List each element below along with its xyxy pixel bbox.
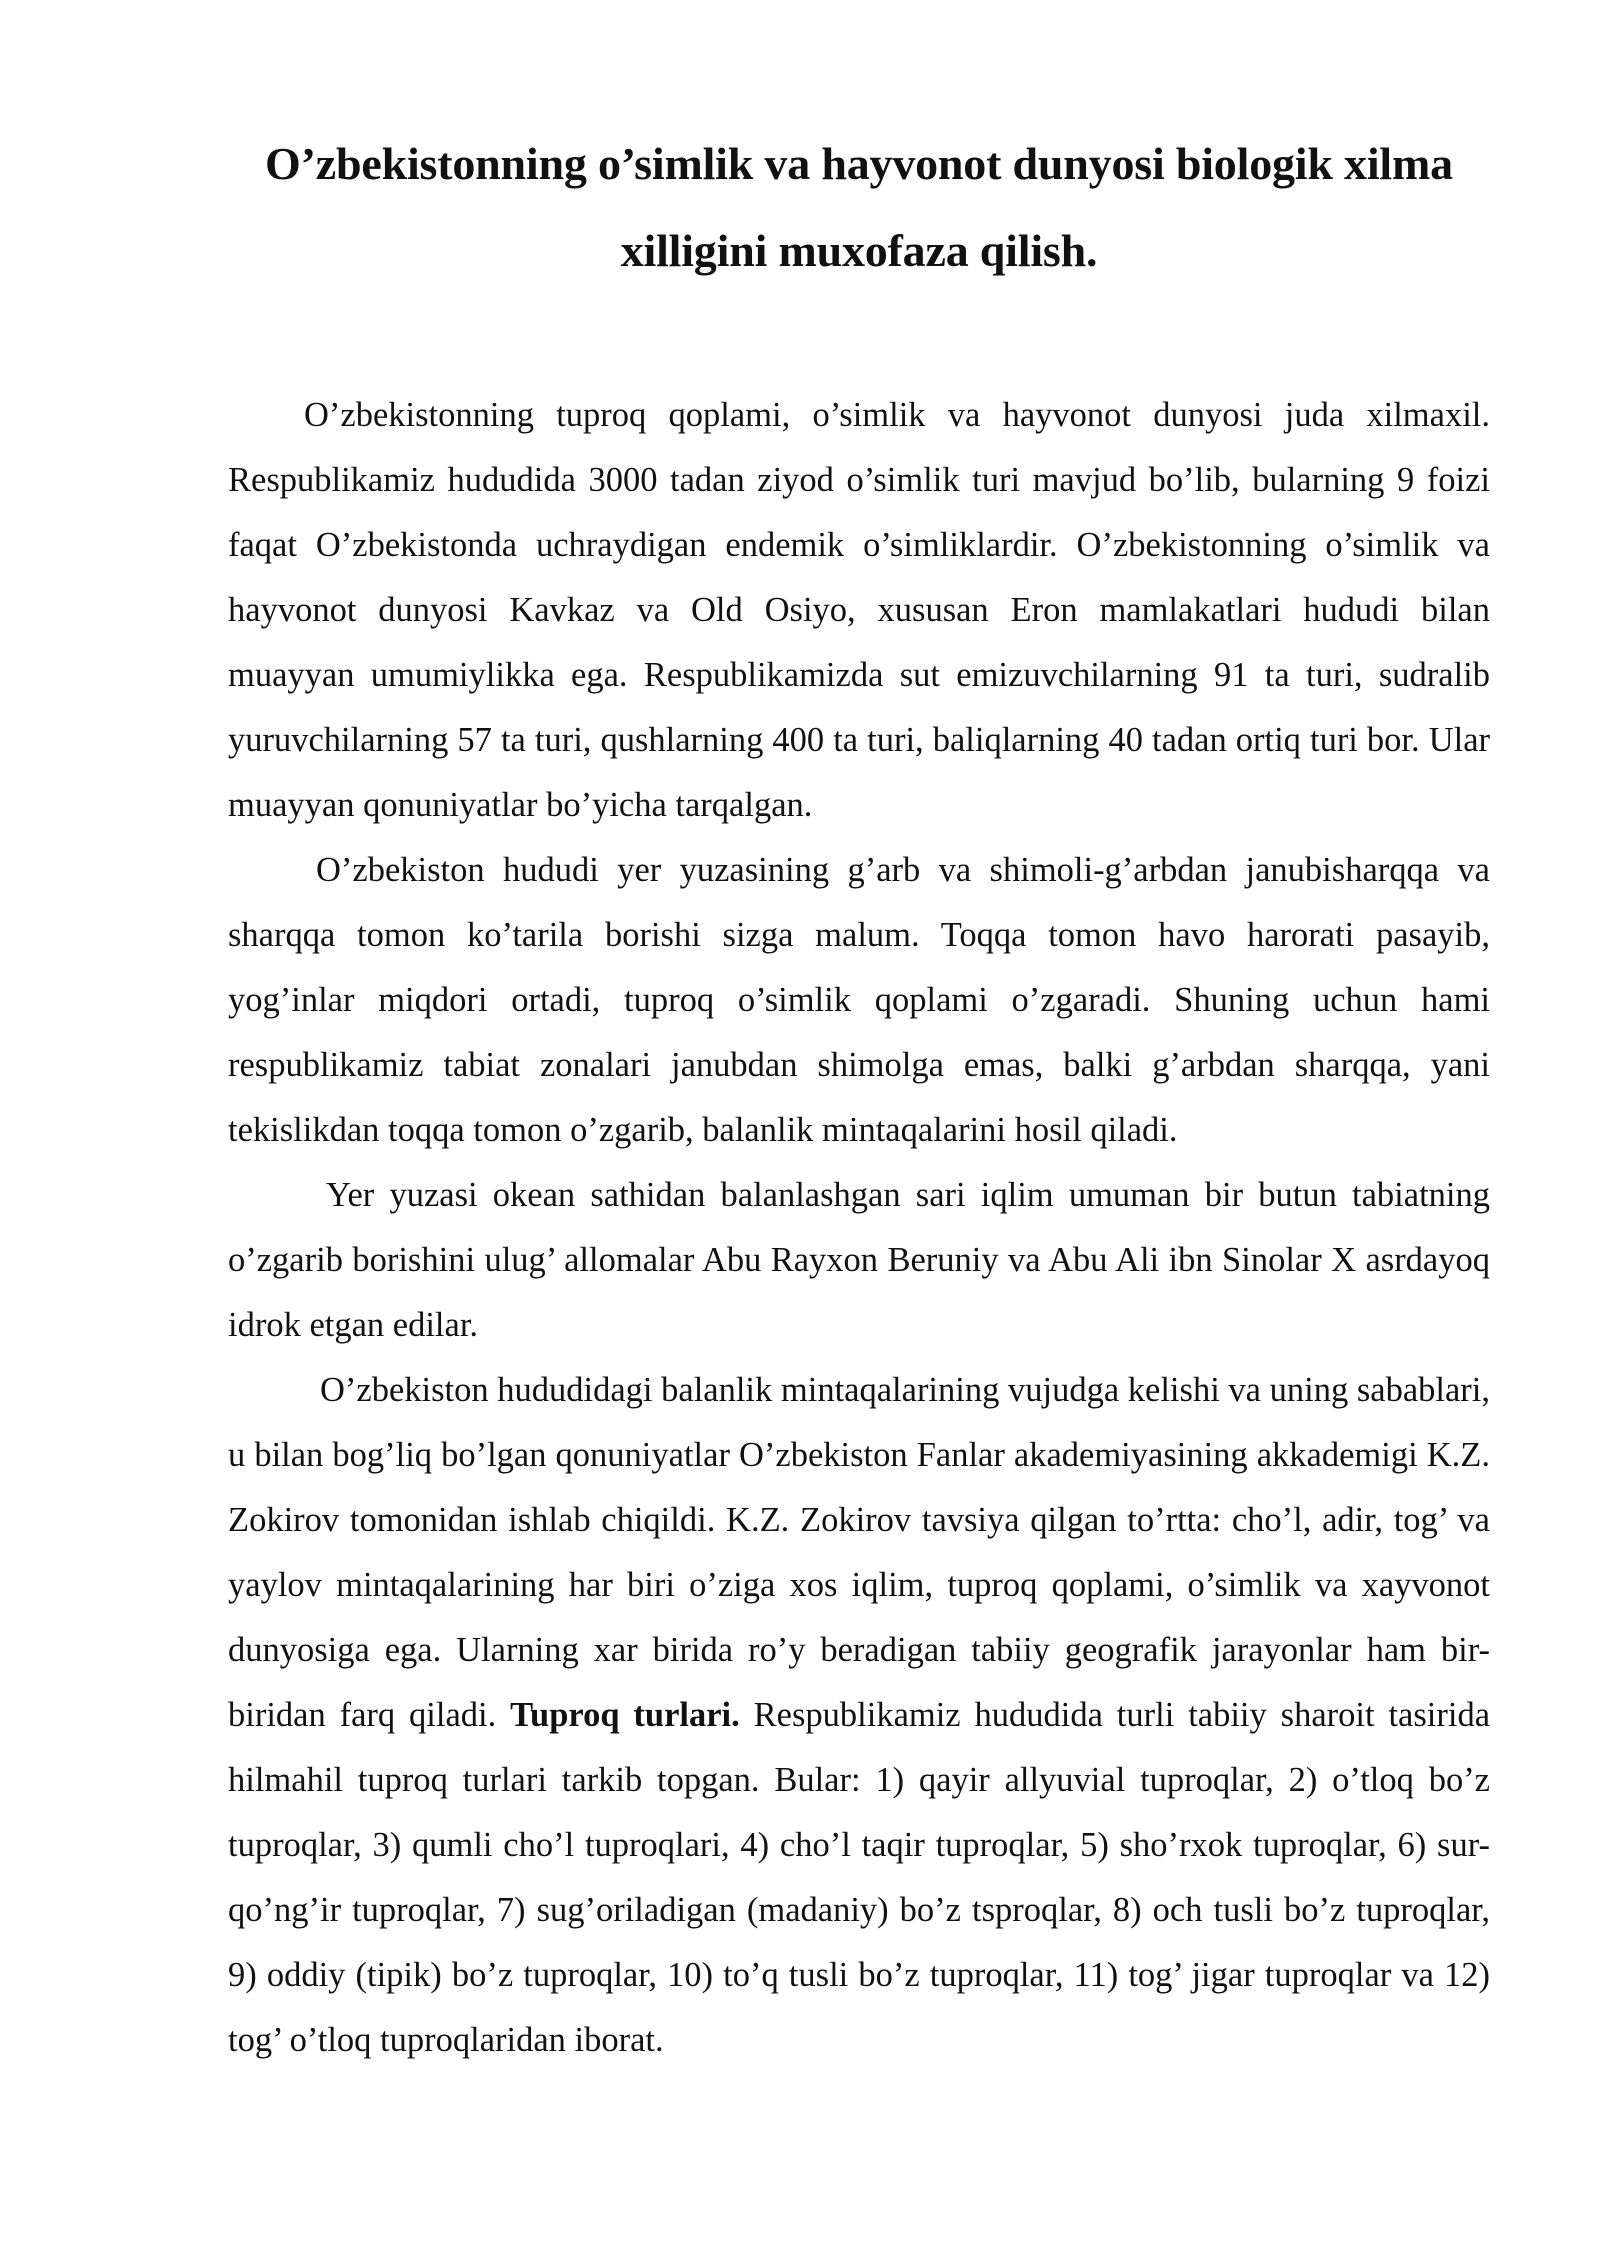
paragraph-3: Yer yuzasi okean sathidan balanlashgan sari iqlim umuman bir butun tabiatning o’zgarib borishini ulug’ allomalar Abu Rayxon Beruniy va Abu Ali ibn Sinolar X asrdayoq idrok etgan edilar. [228, 1176, 1490, 1344]
document-body [228, 383, 1490, 2073]
paragraph-4-text-end: Respublikamiz hududida turli tabiiy sharoit tasirida hilmahil tuproq turlari tarkib topgan. Bular: 1) qayir allyuvial tuproqlar, 2) o’tloq bo’z tuproqlar, 3) qumli cho’l tuproqlari, 4) cho’l taqir tuproqlar, 5) sho’rxok tuproqlar, 6) sur-qo’ng’ir tuproqlar, 7) sug’oriladigan (madaniy) bo’z tsproqlar, 8) och tusli bo’z tuproqlar, 9) oddiy (tipik) bo’z tuproqlar, 10) to’q tusli bo’z tuproqlar, 11) tog’ jigar tuproqlar va 12) tog’ o’tloq tuproqlaridan iborat. [228, 1696, 1491, 2059]
document-title: O’zbekistonning o’simlik va hayvonot dunyosi biologik xilma xilligini muxofaza qilish. [265, 138, 1453, 276]
paragraph-4 [228, 1358, 1490, 2073]
paragraph-1: O’zbekistonning tuproq qoplami, o’simlik va hayvonot dunyosi juda xilmaxil. Respublikamiz hududida 3000 tadan ziyod o’simlik turi mavjud bo’lib, bularning 9 foizi faqat O’zbekistonda uchraydigan endemik o’simliklardir. O’zbekistonning o’simlik va hayvonot dunyosi Kavkaz va Old Osiyo, xususan Eron mamlakatlari hududi bilan muayyan umumiylikka ega. Respublikamizda sut emizuvchilarning 91 ta turi, sudralib yuruvchilarning 57 ta turi, qushlarning 400 ta turi, baliqlarning 40 tadan ortiq turi bor. Ular muayyan qonuniyatlar bo’yicha tarqalgan. [228, 396, 1490, 824]
document-page [228, 120, 1490, 2073]
paragraph-2: O’zbekiston hududi yer yuzasining g’arb va shimoli-g’arbdan janubisharqqa va sharqqa tomon ko’tarila borishi sizga malum. Toqqa tomon havo harorati pasayib, yog’inlar miqdori ortadi, tuproq o’simlik qoplami o’zgaradi. Shuning uchun hami respublikamiz tabiat zonalari janubdan shimolga emas, balki g’arbdan sharqqa, yani tekislikdan toqqa tomon o’zgarib, balanlik mintaqalarini hosil qiladi. [228, 851, 1490, 1149]
soil-types-heading: Tuproq turlari. [510, 1696, 740, 1734]
paragraph-4-text-start: O’zbekiston hududidagi balanlik mintaqalarining vujudga kelishi va uning sabablari, u bilan bog’liq bo’lgan qonuniyatlar O’zbekiston Fanlar akademiyasining akkademigi K.Z. Zokirov tomonidan ishlab chiqildi. K.Z. Zokirov tavsiya qilgan to’rtta: cho’l, adir, tog’ va yaylov mintaqalarining har biri o’ziga xos iqlim, tuproq qoplami, o’simlik va xayvonot dunyosiga ega. Ularning xar birida ro’y beradigan tabiiy geografik jarayonlar ham bir-biridan farq qiladi. [228, 1371, 1490, 1734]
